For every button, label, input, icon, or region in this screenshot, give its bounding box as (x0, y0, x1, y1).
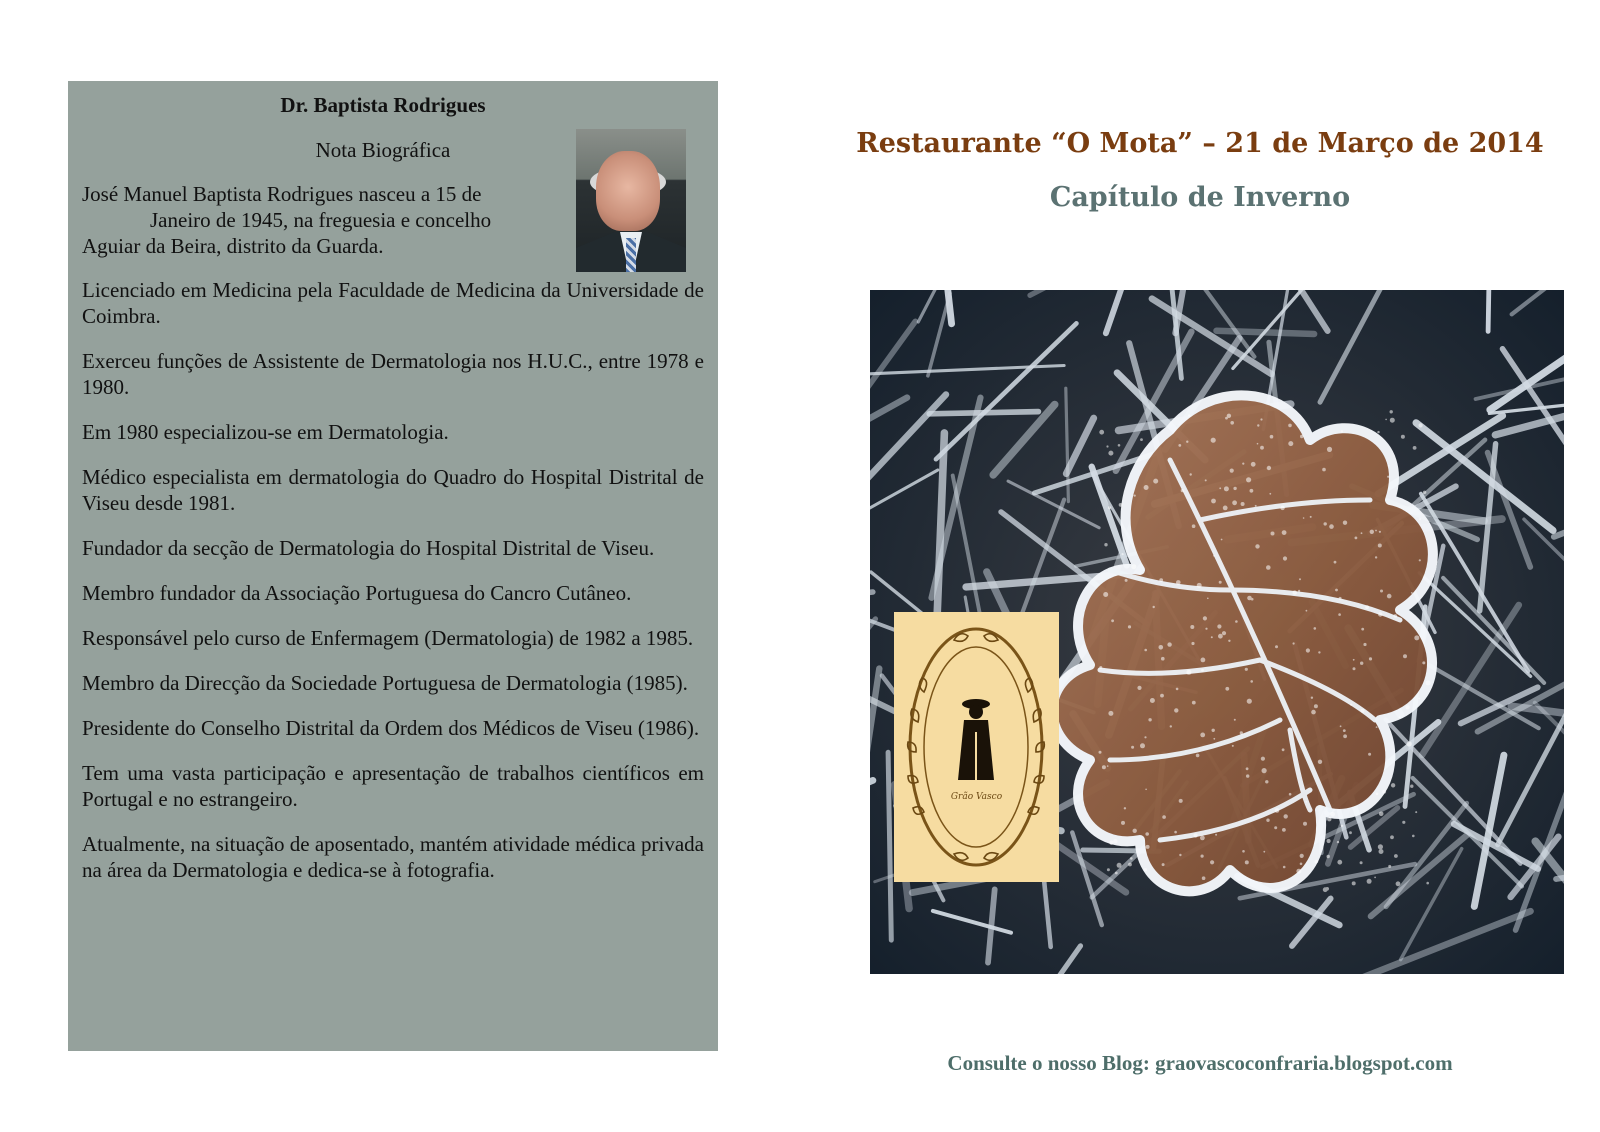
bio-paragraph: Fundador da secção de Dermatologia do Hospital Distrital de Viseu. (82, 536, 655, 560)
bio-paragraph: Médico especialista em dermatologia do Quadro do Hospital Distrital de Viseu desde 1981. (82, 465, 704, 515)
blog-link-text: Consulte o nosso Blog: graovascoconfraria.blogspot.com (947, 1051, 1453, 1075)
event-title: Restaurante “O Mota” – 21 de Março de 2014 (856, 128, 1544, 159)
bio-paragraph: Membro da Direcção da Sociedade Portuguesa de Dermatologia (1985). (82, 671, 688, 695)
seal-bottom-text: Grão Vasco (950, 792, 1003, 802)
portrait-photo (576, 129, 686, 272)
biography-panel (68, 81, 718, 1051)
bio-paragraph: Licenciado em Medicina pela Faculdade de Medicina da Universidade de Coimbra. (82, 278, 704, 328)
bio-paragraph: Tem uma vasta participação e apresentação de trabalhos científicos em Portugal e no estrangeiro. (82, 761, 704, 811)
bio-paragraph: Responsável pelo curso de Enfermagem (Dermatologia) de 1982 a 1985. (82, 626, 694, 650)
bio-paragraph: Em 1980 especializou-se em Dermatologia. (82, 420, 449, 444)
bio-paragraph: Exerceu funções de Assistente de Dermatologia nos H.U.C., entre 1978 e 1980. (82, 349, 704, 399)
confraria-seal (894, 612, 1059, 882)
bio-birth-line-3: Aguiar da Beira, distrito da Guarda. (82, 234, 384, 258)
event-subtitle: Capítulo de Inverno (1049, 182, 1351, 213)
bio-paragraph: Presidente do Conselho Distrital da Ordem dos Médicos de Viseu (1986). (82, 716, 700, 740)
bio-birth-line-1: José Manuel Baptista Rodrigues nasceu a 15 de (82, 182, 482, 206)
bio-paragraph-birth (82, 181, 522, 259)
bio-paragraph: Membro fundador da Associação Portuguesa do Cancro Cutâneo. (82, 581, 632, 605)
bio-title: Dr. Baptista Rodrigues (280, 93, 486, 117)
bio-subtitle: Nota Biográfica (315, 138, 451, 162)
bio-paragraph: Atualmente, na situação de aposentado, mantém atividade médica privada na área da Dermatologia e dedica-se à fotografia. (82, 832, 704, 882)
bio-birth-line-2: Janeiro de 1945, na freguesia e concelho (150, 208, 492, 232)
